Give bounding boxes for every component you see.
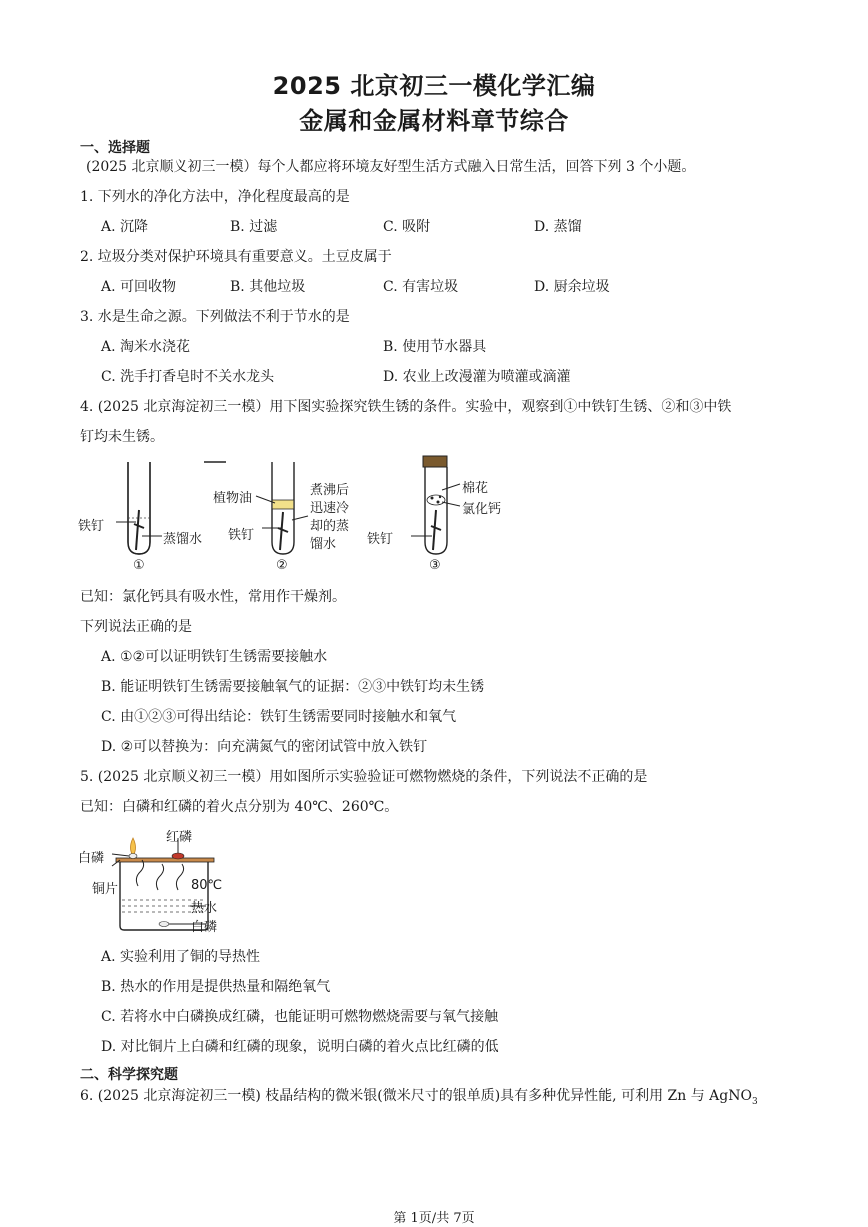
document-title-line1: 2025 北京初三一模化学汇编 [272,72,596,100]
section-intro: (2025 北京顺义初三一模）每个人都应将环境友好型生活方式融入日常生活，回答下列 3 个小题。 [86,159,696,175]
tube2-nail-label: 铁钉 [228,528,255,543]
question-5-stem: 5. (2025 北京顺义初三一模）用如图所示实验验证可燃物燃烧的条件，下列说法不正确的是 [80,769,648,785]
question-4-known: 已知：氯化钙具有吸水性，常用作干燥剂。 [80,589,346,605]
question-1-option-a: A. 沉降 [101,219,149,235]
tube2-number: ② [276,558,288,573]
tube3-cacl2-label: 氯化钙 [462,502,502,517]
tube3-cotton-label: 棉花 [462,481,489,496]
question-2-option-d: D. 厨余垃圾 [534,279,610,295]
question-3-stem: 3. 水是生命之源。下列做法不利于节水的是 [80,309,350,325]
question-5-option-a: A. 实验利用了铜的导热性 [101,949,261,965]
tube2-oil-label: 植物油 [213,491,253,506]
question-5-option-c: C. 若将水中白磷换成红磷，也能证明可燃物燃烧需要与氧气接触 [101,1009,499,1025]
tube1-water-label: 蒸馏水 [163,532,203,547]
red-phosphorus-label: 红磷 [166,830,193,845]
question-2-option-b: B. 其他垃圾 [230,279,306,295]
question-2-option-a: A. 可回收物 [101,279,177,295]
tube3-nail-label: 铁钉 [367,532,394,547]
question-4-ask: 下列说法正确的是 [80,619,192,635]
tube1-number: ① [133,558,145,573]
question-4-option-a: A. ①②可以证明铁钉生锈需要接触水 [101,649,328,665]
section-heading-choice: 一、选择题 [80,140,150,156]
white-phosphorus-bottom-label: 白磷 [191,920,218,935]
copper-plate-label: 铜片 [92,882,119,897]
question-6-stem: 6. (2025 北京海淀初三一模) 枝晶结构的微米银(微米尺寸的银单质)具有多种优异性能, 可利用 Zn 与 AgNO$_3$ [80,1088,758,1107]
question-5-known: 已知：白磷和红磷的着火点分别为 40℃、260℃。 [80,799,399,815]
question-4-option-d: D. ②可以替换为：向充满氮气的密闭试管中放入铁钉 [101,739,428,755]
section-heading-inquiry: 二、科学探究题 [80,1067,178,1083]
white-phosphorus-top-label: 白磷 [78,851,105,866]
question-1-stem: 1. 下列水的净化方法中，净化程度最高的是 [80,189,350,205]
question-3-option-d: D. 农业上改漫灌为喷灌或滴灌 [383,369,571,385]
question-1-option-c: C. 吸附 [383,219,431,235]
tube1-nail-label: 铁钉 [78,519,105,534]
question-2-stem: 2. 垃圾分类对保护环境具有重要意义。土豆皮属于 [80,249,392,265]
document-title-line2: 金属和金属材料章节综合 [299,107,569,135]
tube2-water-label-1: 煮沸后 [310,483,350,498]
question-3-option-a: A. 淘米水浇花 [101,339,191,355]
tube2-water-label-4: 馏水 [310,537,337,552]
question-4-stem-line1: 4. (2025 北京海淀初三一模）用下图实验探究铁生锈的条件。实验中，观察到①中铁钉生锈、②和③中铁 [80,399,732,415]
temperature-label: 80℃ [191,878,223,893]
copper-plate [116,858,214,862]
hot-water-label: 热水 [191,901,218,916]
question-2-option-c: C. 有害垃圾 [383,279,459,295]
question-3-option-c: C. 洗手打香皂时不关水龙头 [101,369,275,385]
question-4-option-b: B. 能证明铁钉生锈需要接触氧气的证据：②③中铁钉均未生锈 [101,679,485,695]
question-5-option-b: B. 热水的作用是提供热量和隔绝氧气 [101,979,331,995]
question-4-option-c: C. 由①②③可得出结论：铁钉生锈需要同时接触水和氧气 [101,709,457,725]
question-4-stem-line2: 钉均未生锈。 [80,429,164,445]
question-1-option-b: B. 过滤 [230,219,278,235]
test-tube-2 [256,462,308,554]
tube3-number: ③ [429,558,441,573]
question-3-option-b: B. 使用节水器具 [383,339,487,355]
page-number: 第 1页/共 7页 [393,1211,475,1226]
tube2-water-label-3: 却的蒸 [310,519,350,534]
question-5-option-d: D. 对比铜片上白磷和红磷的现象，说明白磷的着火点比红磷的低 [101,1039,499,1055]
tube2-water-label-2: 迅速冷 [310,501,350,516]
question-1-option-d: D. 蒸馏 [534,219,582,235]
test-tube-3 [411,456,460,554]
